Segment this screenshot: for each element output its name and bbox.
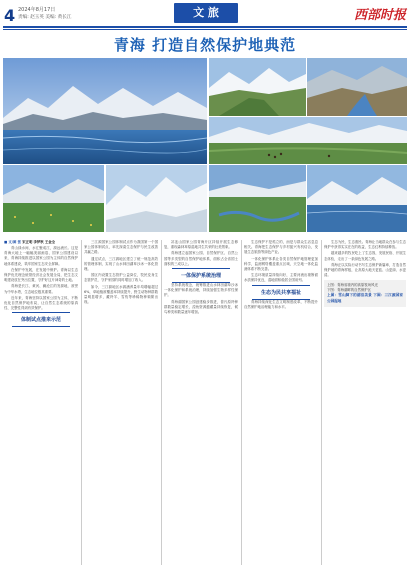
paragraph: 青海持续深化生态文明制度改革，不断提升自然保护地治理能力和水平。 — [244, 299, 318, 309]
article-column-5 — [324, 240, 406, 565]
paragraph: 园区内设置生态管护公益岗位，牧民变身生态管护员，守护家园的同时增加了收入。 — [84, 273, 158, 283]
column-rule — [161, 240, 162, 565]
paragraph: 在保护中发展，在发展中保护。青海以生态保护优先理念统领经济社会发展全局，把生态文明建设放在突出位置，守护好这片神奇的土地。 — [4, 267, 78, 283]
paragraph: 青海是长江、黄河、澜沧江的发源地，被誉为中华水塔，生态地位极其重要。 — [4, 284, 78, 294]
photo-glacier — [106, 165, 207, 232]
headline: 青海 打造自然保护地典范 — [113, 36, 297, 54]
paragraph: 青海正以实际行动书写生态保护新篇章，打造自然保护地的青海样板，让高原大地天更蓝、山更绿、水更清。 — [324, 262, 406, 278]
paragraph: 近年来，青海坚持以国家公园为主体，不断优化自然保护地布局，让自然生态系统的原真性、完整性得到有效保护。 — [4, 295, 78, 311]
article-column-3 — [164, 240, 238, 565]
column-rule — [321, 240, 322, 565]
photo-snow-valley — [209, 58, 306, 116]
photo-lake-mountains — [3, 58, 207, 164]
caption-text: 宋正明 李梦秋 王金全 — [22, 240, 56, 244]
paragraph: 越来越多的牧民吃上了生态饭，发展民宿、开展生态体验，走出了一条绿色发展之路。 — [324, 251, 406, 261]
subhead-rule — [12, 312, 70, 313]
photo-mountain-lake — [307, 165, 407, 232]
photo-grassland-herd — [209, 117, 407, 164]
article-column-4 — [244, 240, 318, 565]
paragraph: 青海建立起国家公园、自然保护区、自然公园等多类型的自然保护地体系，面积占全省国土面积的三成以上。 — [164, 251, 238, 266]
column-rule — [241, 240, 242, 565]
newspaper-logo: 西部时报 — [353, 8, 406, 23]
paragraph: 一体化保护体系让各类自然保护地管理更加科学，监测网络覆盖重点区域，天空地一体化监测体系不断完善。 — [244, 256, 318, 272]
paragraph: 通过试点，三江源地区建立了统一规范高效的管理体制，实现了山水林田湖草沙冰一体化管理。 — [84, 256, 158, 272]
subhead-rule — [12, 326, 70, 327]
paragraph: 祁连山国家公园青海片区持续开展生态修复，重现森林草原湿地共生共荣的壮美景象。 — [164, 240, 238, 250]
subhead: 生态为民共享福祉 — [260, 289, 301, 296]
paragraph: 生态保护不是孤立的，而是与群众生活息息相关。青海把生态保护与乡村振兴有机结合，发展生态旅游等绿色产业。 — [244, 240, 318, 255]
page-number: 4 — [4, 6, 16, 25]
paragraph: 如今，三江源地区水源涵养量年均增幅超过6%，草地植被覆盖率持续提升，野生动物种群数量明显增多，藏羚羊、雪豹等珍稀物种频繁出现。 — [84, 284, 158, 305]
photo-note-highlight: 上图：雪山脚下的湖泊美景 下图：三江源国家公园湿地 — [327, 293, 403, 303]
photo-wetland — [209, 165, 306, 232]
photo-caption — [4, 240, 78, 245]
paragraph: 坚持系统观念，统筹推进山水林田湖草沙冰一体化保护和系统治理，持续加强生物多样性保护。 — [164, 283, 238, 298]
paragraph: 青山绿水间，水汇聚成江，源远流长。这是青海大地上一幅幅美丽画卷，国家公园建设以来，青海持续推进以国家公园为主体的自然保护地体系建设，筑牢国家生态安全屏障。 — [4, 246, 78, 266]
top-rule-thin — [3, 29, 407, 30]
caption-tag: ■ 文/图 张 — [4, 240, 21, 244]
column-rule — [81, 240, 82, 565]
subhead: 一体保护系统治理 — [180, 273, 221, 280]
subhead-rule — [252, 285, 310, 286]
paragraph: 生态为民，生态惠民。青海让当地群众在参与生态保护中获得实实在在的收益，生态红利持续释放。 — [324, 240, 406, 250]
section-tag: 文 旅 — [174, 3, 238, 23]
paragraph: 生态环境质量持续向好，主要河流出境断面水质保持优良，湿地面积稳居全国前列。 — [244, 273, 318, 283]
subhead-rule — [172, 268, 230, 269]
editor-credits: 责编: 赵玉英 美编: 黄长江 — [18, 15, 72, 20]
top-rule — [3, 26, 407, 28]
photo-river-canyon — [307, 58, 407, 116]
photo-lakeshore-flowers — [3, 165, 104, 232]
photo-notes-box — [324, 280, 406, 307]
article-column-1 — [4, 240, 78, 565]
photo-note: 下图：青海湖畔的自然保护区 — [327, 288, 372, 293]
photo-note: 上图：青海省境内的高原牧场风光 — [327, 283, 378, 288]
subhead: 体制试点推来示范 — [20, 317, 61, 324]
paragraph: 三江源国家公园体制试点作为我国第一个国家公园体制试点，率先探索生态保护与民生改善共赢之路。 — [84, 240, 158, 255]
issue-date: 2024年8月17日 — [18, 7, 56, 13]
article-column-2 — [84, 240, 158, 565]
paragraph: 青海湖国家公园创建稳步推进，普氏原羚种群数量稳定增长，湟鱼资源蕴藏量持续恢复，候鸟种类和数量逐年增加。 — [164, 299, 238, 315]
